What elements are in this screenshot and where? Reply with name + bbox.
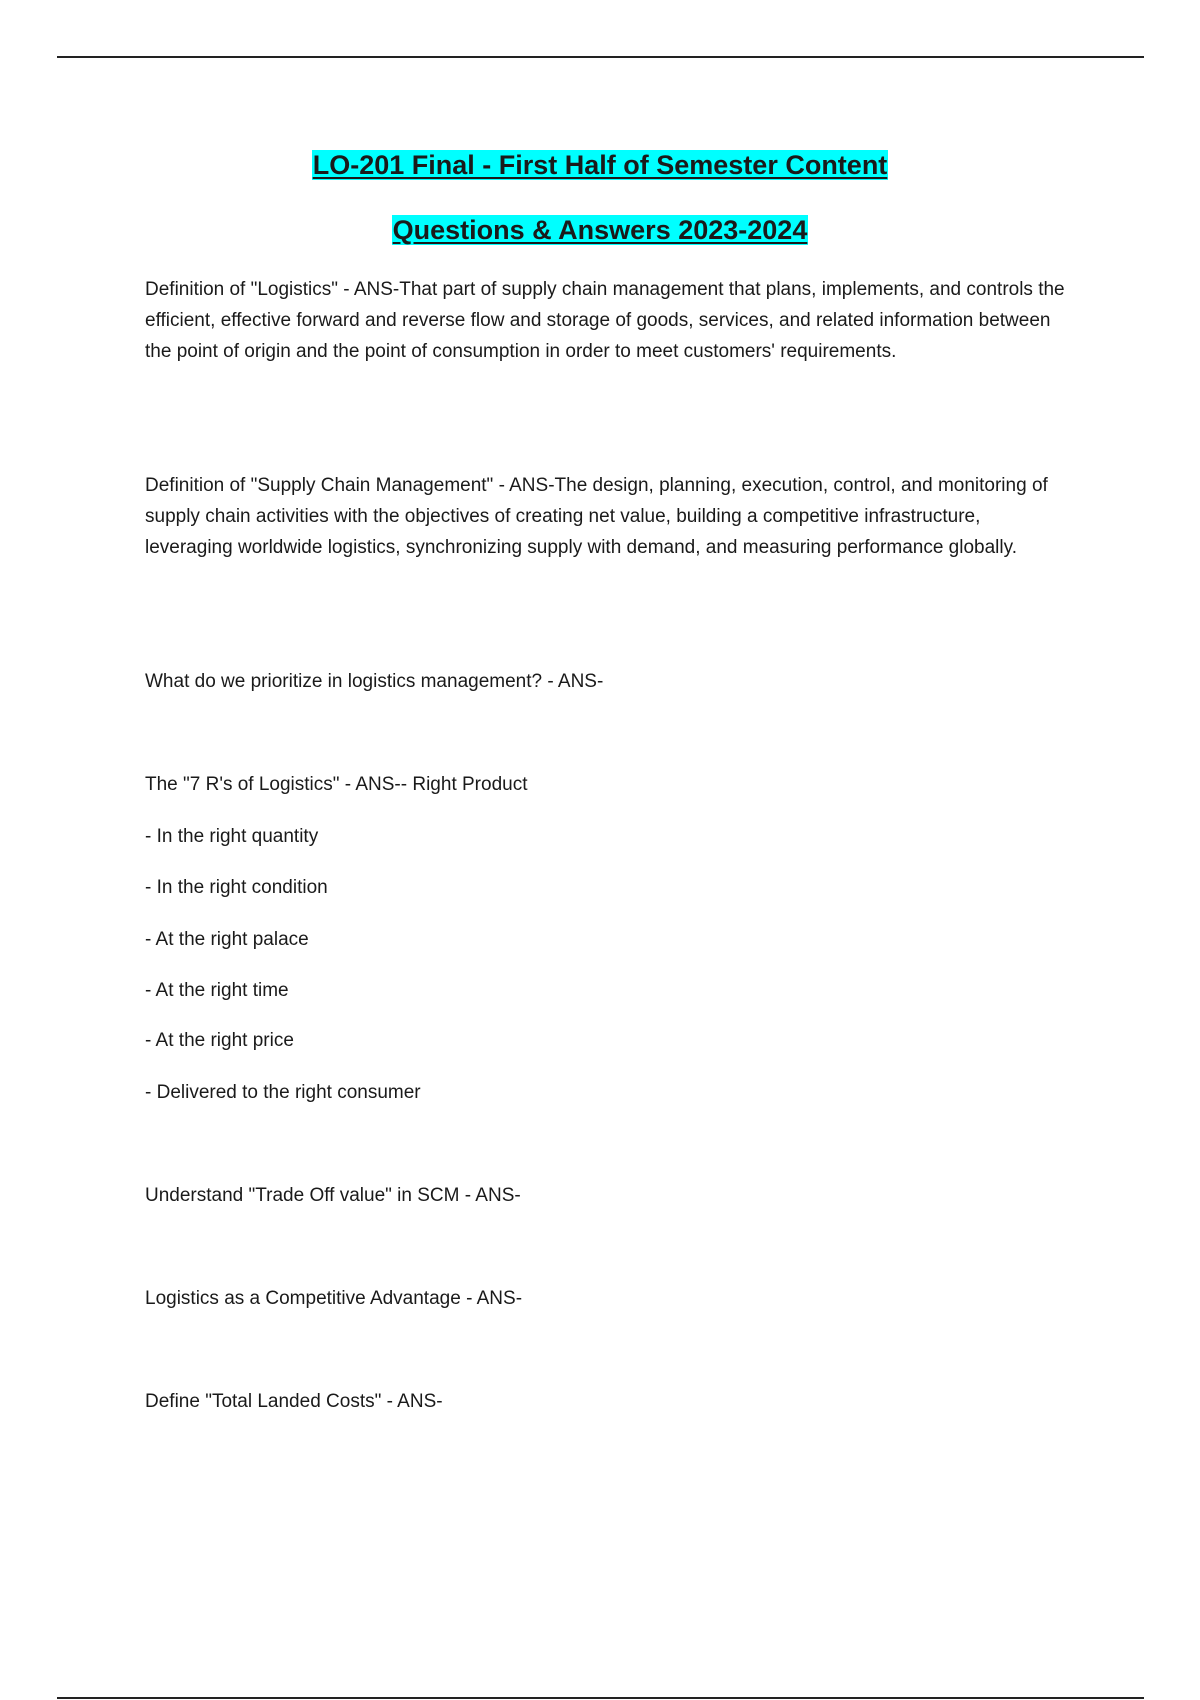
bottom-rule xyxy=(57,1697,1144,1699)
list-item: - In the right condition xyxy=(145,877,328,898)
list-item: - In the right quantity xyxy=(145,826,319,847)
list-item: - At the right time xyxy=(145,980,289,1001)
title-line-2: Questions & Answers 2023-2024 xyxy=(392,215,808,245)
entry-trade-off-value: Understand "Trade Off value" in SCM - ANS- xyxy=(145,1185,521,1206)
document-title xyxy=(0,148,1200,182)
list-item: - At the right palace xyxy=(145,929,309,950)
entry-logistics-priorities: What do we prioritize in logistics management? - ANS- xyxy=(145,671,604,692)
entry-scm-definition: Definition of "Supply Chain Management" - ANS-The design, planning, execution, control, and monitoring of supply chain activities with the objectives of creating net value, building a competitive infrastructure, leveraging worldwide logistics, synchronizing supply with demand, and measuring performance globally. xyxy=(145,475,1048,558)
entry-logistics-definition: Definition of "Logistics" - ANS-That part of supply chain management that plans, implements, and controls the efficient, effective forward and reverse flow and storage of goods, services, and related information between the point of origin and the point of consumption in order to meet customers' requirements. xyxy=(145,279,1065,362)
entry-total-landed-costs: Define "Total Landed Costs" - ANS- xyxy=(145,1391,443,1412)
entry-seven-rs: The "7 R's of Logistics" - ANS-- Right Product xyxy=(145,774,528,795)
list-item: - Delivered to the right consumer xyxy=(145,1082,421,1103)
top-rule xyxy=(57,56,1144,58)
list-item: - At the right price xyxy=(145,1030,294,1051)
entry-competitive-advantage: Logistics as a Competitive Advantage - ANS- xyxy=(145,1288,523,1309)
document-subtitle xyxy=(0,213,1200,247)
title-line-1: LO-201 Final - First Half of Semester Content xyxy=(312,150,888,180)
